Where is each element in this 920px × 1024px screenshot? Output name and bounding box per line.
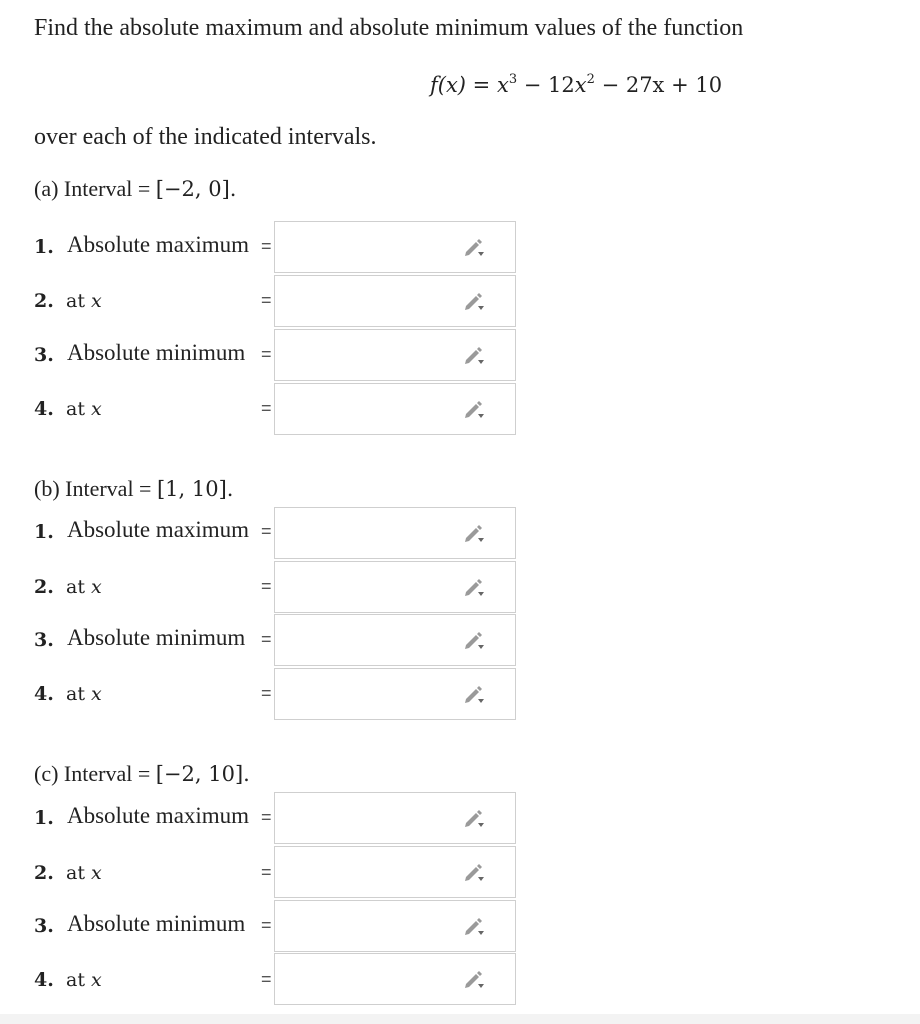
absolute-minimum-label: Absolute minimum	[67, 625, 246, 650]
section-a-label: (a) Interval = [−2, 0].	[34, 176, 237, 201]
function-rest: − 27x + 10	[594, 73, 723, 97]
pencil-dropdown-icon[interactable]	[463, 916, 487, 938]
pencil-dropdown-icon[interactable]	[463, 291, 487, 313]
function-x: x	[496, 73, 509, 97]
row-number: 1.	[34, 236, 54, 258]
answer-box-b3	[274, 614, 516, 666]
absolute-maximum-label: Absolute maximum	[67, 232, 250, 257]
absolute-minimum-label: Absolute minimum	[67, 911, 246, 936]
function-formula: $f(x) = x^3 - 12x^2 - 27x + 10$	[430, 72, 723, 97]
prompt-over: over each of the indicated intervals.	[34, 124, 377, 150]
answer-input[interactable]	[277, 510, 457, 556]
absolute-maximum-label: Absolute maximum	[67, 803, 250, 828]
at-x-label: at x	[66, 683, 102, 705]
row-number: 4.	[34, 398, 54, 420]
equals-sign: =	[261, 576, 272, 596]
at-x-label: at x	[66, 576, 102, 598]
at-x-label: at x	[66, 969, 102, 991]
equals-sign: =	[261, 862, 272, 882]
pencil-dropdown-icon[interactable]	[463, 399, 487, 421]
pencil-dropdown-icon[interactable]	[463, 523, 487, 545]
equals-sign: =	[261, 290, 272, 310]
prompt-intro: Find the absolute maximum and absolute minimum values of the function	[34, 15, 744, 41]
answer-box-a4	[274, 383, 516, 435]
bottom-strip	[0, 1014, 920, 1024]
at-x-label: at x	[66, 862, 102, 884]
pencil-dropdown-icon[interactable]	[463, 808, 487, 830]
at-x-label: at x	[66, 290, 102, 312]
pencil-dropdown-icon[interactable]	[463, 684, 487, 706]
function-lhs: f(x) =	[430, 73, 491, 97]
answer-input[interactable]	[277, 332, 457, 378]
row-number: 2.	[34, 862, 54, 884]
equals-sign: =	[261, 915, 272, 935]
row-number: 2.	[34, 576, 54, 598]
equals-sign: =	[261, 344, 272, 364]
row-number: 3.	[34, 629, 54, 651]
row-number: 1.	[34, 521, 54, 543]
answer-box-a1	[274, 221, 516, 273]
equals-sign: =	[261, 398, 272, 418]
absolute-minimum-label: Absolute minimum	[67, 340, 246, 365]
pencil-dropdown-icon[interactable]	[463, 237, 487, 259]
function-exp3: 3	[508, 72, 518, 87]
section-b-interval: [1, 10].	[156, 477, 234, 501]
row-number: 4.	[34, 683, 54, 705]
answer-input[interactable]	[277, 564, 457, 610]
equals-sign: =	[261, 969, 272, 989]
answer-input[interactable]	[277, 386, 457, 432]
answer-box-c2	[274, 846, 516, 898]
answer-input[interactable]	[277, 903, 457, 949]
equals-sign: =	[261, 236, 272, 256]
pencil-dropdown-icon[interactable]	[463, 577, 487, 599]
row-number: 4.	[34, 969, 54, 991]
at-x-label: at x	[66, 398, 102, 420]
section-a-interval: [−2, 0].	[155, 177, 237, 201]
answer-input[interactable]	[277, 278, 457, 324]
equals-sign: =	[261, 629, 272, 649]
equals-sign: =	[261, 807, 272, 827]
answer-input[interactable]	[277, 617, 457, 663]
answer-input[interactable]	[277, 956, 457, 1002]
answer-box-c1	[274, 792, 516, 844]
answer-input[interactable]	[277, 224, 457, 270]
answer-box-a2	[274, 275, 516, 327]
answer-box-a3	[274, 329, 516, 381]
section-b-label: (b) Interval = [1, 10].	[34, 476, 234, 501]
equals-sign: =	[261, 521, 272, 541]
pencil-dropdown-icon[interactable]	[463, 345, 487, 367]
pencil-dropdown-icon[interactable]	[463, 862, 487, 884]
answer-box-c3	[274, 900, 516, 952]
answer-input[interactable]	[277, 671, 457, 717]
pencil-dropdown-icon[interactable]	[463, 969, 487, 991]
answer-box-b1	[274, 507, 516, 559]
section-c-label: (c) Interval = [−2, 10].	[34, 761, 250, 786]
row-number: 3.	[34, 915, 54, 937]
answer-input[interactable]	[277, 849, 457, 895]
equals-sign: =	[261, 683, 272, 703]
pencil-dropdown-icon[interactable]	[463, 630, 487, 652]
answer-box-b4	[274, 668, 516, 720]
section-c-interval: [−2, 10].	[155, 762, 250, 786]
row-number: 2.	[34, 290, 54, 312]
row-number: 1.	[34, 807, 54, 829]
answer-box-c4	[274, 953, 516, 1005]
function-exp2: 2	[586, 72, 595, 87]
row-number: 3.	[34, 344, 54, 366]
function-minus-12: − 12	[517, 73, 575, 97]
absolute-maximum-label: Absolute maximum	[67, 517, 250, 542]
answer-input[interactable]	[277, 795, 457, 841]
answer-box-b2	[274, 561, 516, 613]
